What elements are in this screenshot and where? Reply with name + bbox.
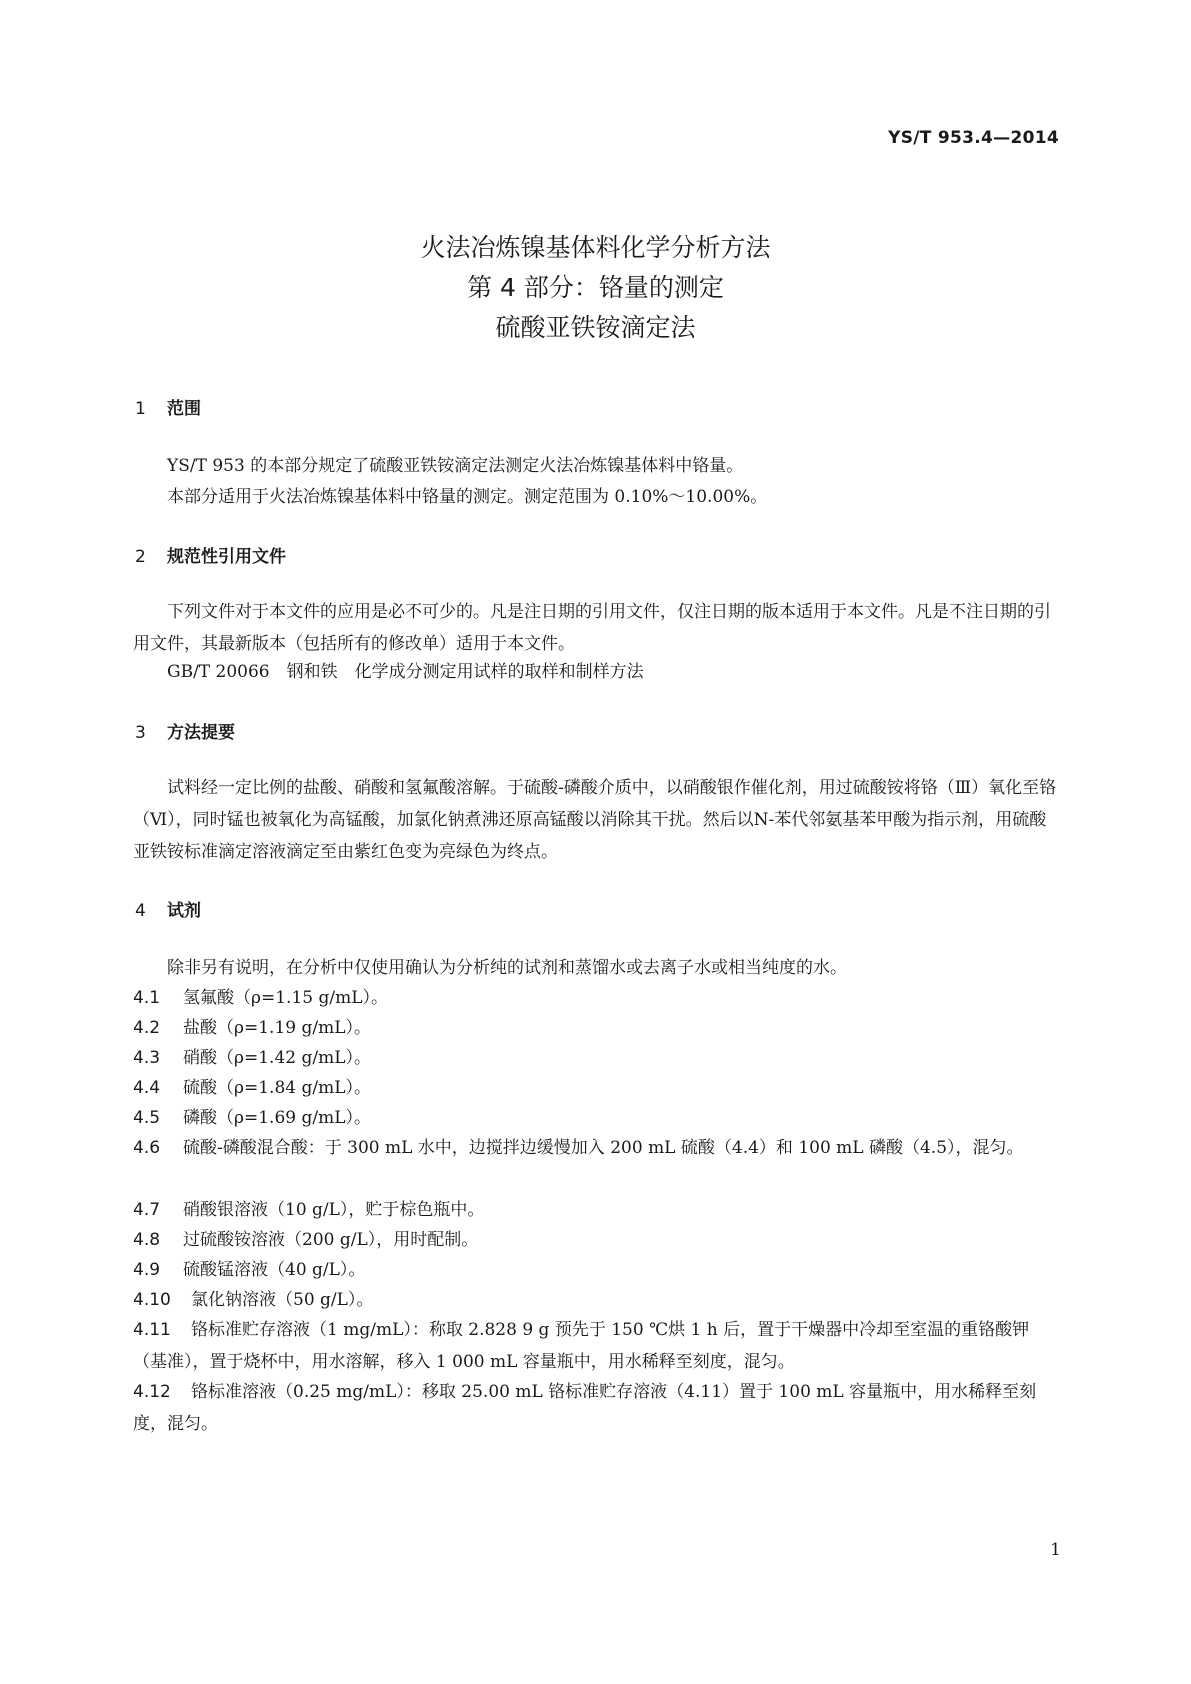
- section-3-heading: [135, 718, 235, 743]
- reagent-number: 4.10: [133, 1290, 171, 1310]
- reagent-text: 铬标准贮存溶液（1 mg/mL）：称取 2.828 9 g 预先于 150 ℃烘 1 h 后，置于干燥器中冷却至室温的重铬酸钾（基准），置于烧杯中，用水溶解，移入 1 000 mL 容量瓶中，用水稀释至刻度，混匀。: [133, 1320, 1030, 1372]
- section-4-title: 试剂: [167, 901, 201, 921]
- section-1-title: 范围: [167, 399, 201, 419]
- section-2-title: 规范性引用文件: [167, 547, 286, 567]
- reagent-text: 硝酸（ρ=1.42 g/mL）。: [183, 1048, 372, 1068]
- reagent-text: 磷酸（ρ=1.69 g/mL）。: [183, 1108, 372, 1128]
- reagent-text: 铬标准溶液（0.25 mg/mL）：移取 25.00 mL 铬标准贮存溶液（4.11）置于 100 mL 容量瓶中，用水稀释至刻度，混匀。: [133, 1382, 1037, 1434]
- page-number: 1: [1050, 1540, 1061, 1560]
- reagent-item: [133, 1376, 1061, 1440]
- reagent-item: [133, 1224, 1061, 1256]
- reagent-number: 4.1: [133, 988, 161, 1008]
- reagent-number: 4.12: [133, 1382, 171, 1402]
- section-4-intro: 除非另有说明，在分析中仅使用确认为分析纯的试剂和蒸馏水或去离子水或相当纯度的水。: [167, 958, 847, 978]
- reagent-item: [133, 1072, 1061, 1104]
- reagent-item: [133, 1102, 1061, 1134]
- reagent-text: 氢氟酸（ρ=1.15 g/mL）。: [183, 988, 389, 1008]
- reagent-text: 硝酸银溶液（10 g/L），贮于棕色瓶中。: [183, 1200, 485, 1220]
- reagent-item: [133, 1194, 1061, 1226]
- section-3-para-1: 试料经一定比例的盐酸、硝酸和氢氟酸溶解。于硫酸-磷酸介质中，以硝酸银作催化剂，用过硫酸铵将铬（Ⅲ）氧化至铬（Ⅵ），同时锰也被氧化为高锰酸，加氯化钠煮沸还原高锰酸以消除其干扰。然后以N-苯代邻氨基苯甲酸为指示剂，用硫酸亚铁铵标准滴定溶液滴定至由紫红色变为亮绿色为终点。: [133, 778, 1057, 862]
- reagent-item: [133, 1284, 1061, 1316]
- standard-number: YS/T 953.4—2014: [888, 128, 1059, 148]
- reagent-text: 硫酸锰溶液（40 g/L）。: [183, 1260, 366, 1280]
- reagent-number: 4.3: [133, 1048, 161, 1068]
- document-title: [0, 228, 1191, 348]
- title-line-3: 硫酸亚铁铵滴定法: [495, 313, 696, 342]
- reagent-item: [133, 1012, 1061, 1044]
- title-line-2: 第 4 部分：铬量的测定: [467, 273, 724, 302]
- reagent-number: 4.8: [133, 1230, 161, 1250]
- title-line-1: 火法冶炼镍基体料化学分析方法: [420, 233, 771, 262]
- section-4-number: 4: [135, 901, 146, 921]
- reagent-text: 盐酸（ρ=1.19 g/mL）。: [183, 1018, 372, 1038]
- reagent-item: [133, 1314, 1061, 1378]
- reagent-item: [133, 982, 1061, 1014]
- reagent-item: [133, 1132, 1061, 1164]
- section-1-para-2: 本部分适用于火法冶炼镍基体料中铬量的测定。测定范围为 0.10%～10.00%。: [167, 487, 768, 507]
- section-1-heading: [135, 394, 201, 419]
- section-1-para-1: YS/T 953 的本部分规定了硫酸亚铁铵滴定法测定火法冶炼镍基体料中铬量。: [167, 456, 744, 476]
- reagent-number: 4.6: [133, 1138, 161, 1158]
- reagent-number: 4.9: [133, 1260, 161, 1280]
- reagent-number: 4.7: [133, 1200, 161, 1220]
- section-3-title: 方法提要: [167, 723, 235, 743]
- section-2-heading: [135, 542, 286, 567]
- reagent-text: 硫酸（ρ=1.84 g/mL）。: [183, 1078, 372, 1098]
- section-2-para-1: 下列文件对于本文件的应用是必不可少的。凡是注日期的引用文件，仅注日期的版本适用于本文件。凡是不注日期的引用文件，其最新版本（包括所有的修改单）适用于本文件。: [133, 602, 1051, 654]
- reagent-text: 过硫酸铵溶液（200 g/L），用时配制。: [183, 1230, 479, 1250]
- section-3-number: 3: [135, 723, 146, 743]
- reagent-number: 4.4: [133, 1078, 161, 1098]
- reagent-item: [133, 1042, 1061, 1074]
- reagent-number: 4.11: [133, 1320, 171, 1340]
- reagent-text: 硫酸-磷酸混合酸：于 300 mL 水中，边搅拌边缓慢加入 200 mL 硫酸（4.4）和 100 mL 磷酸（4.5），混匀。: [183, 1138, 1024, 1158]
- reagent-number: 4.2: [133, 1018, 161, 1038]
- section-1-number: 1: [135, 399, 146, 419]
- section-2-number: 2: [135, 547, 146, 567]
- reagent-text: 氯化钠溶液（50 g/L）。: [191, 1290, 374, 1310]
- reagent-item: [133, 1254, 1061, 1286]
- reagent-number: 4.5: [133, 1108, 161, 1128]
- section-2-para-2: GB/T 20066 钢和铁 化学成分测定用试样的取样和制样方法: [167, 662, 644, 682]
- section-4-heading: [135, 896, 201, 921]
